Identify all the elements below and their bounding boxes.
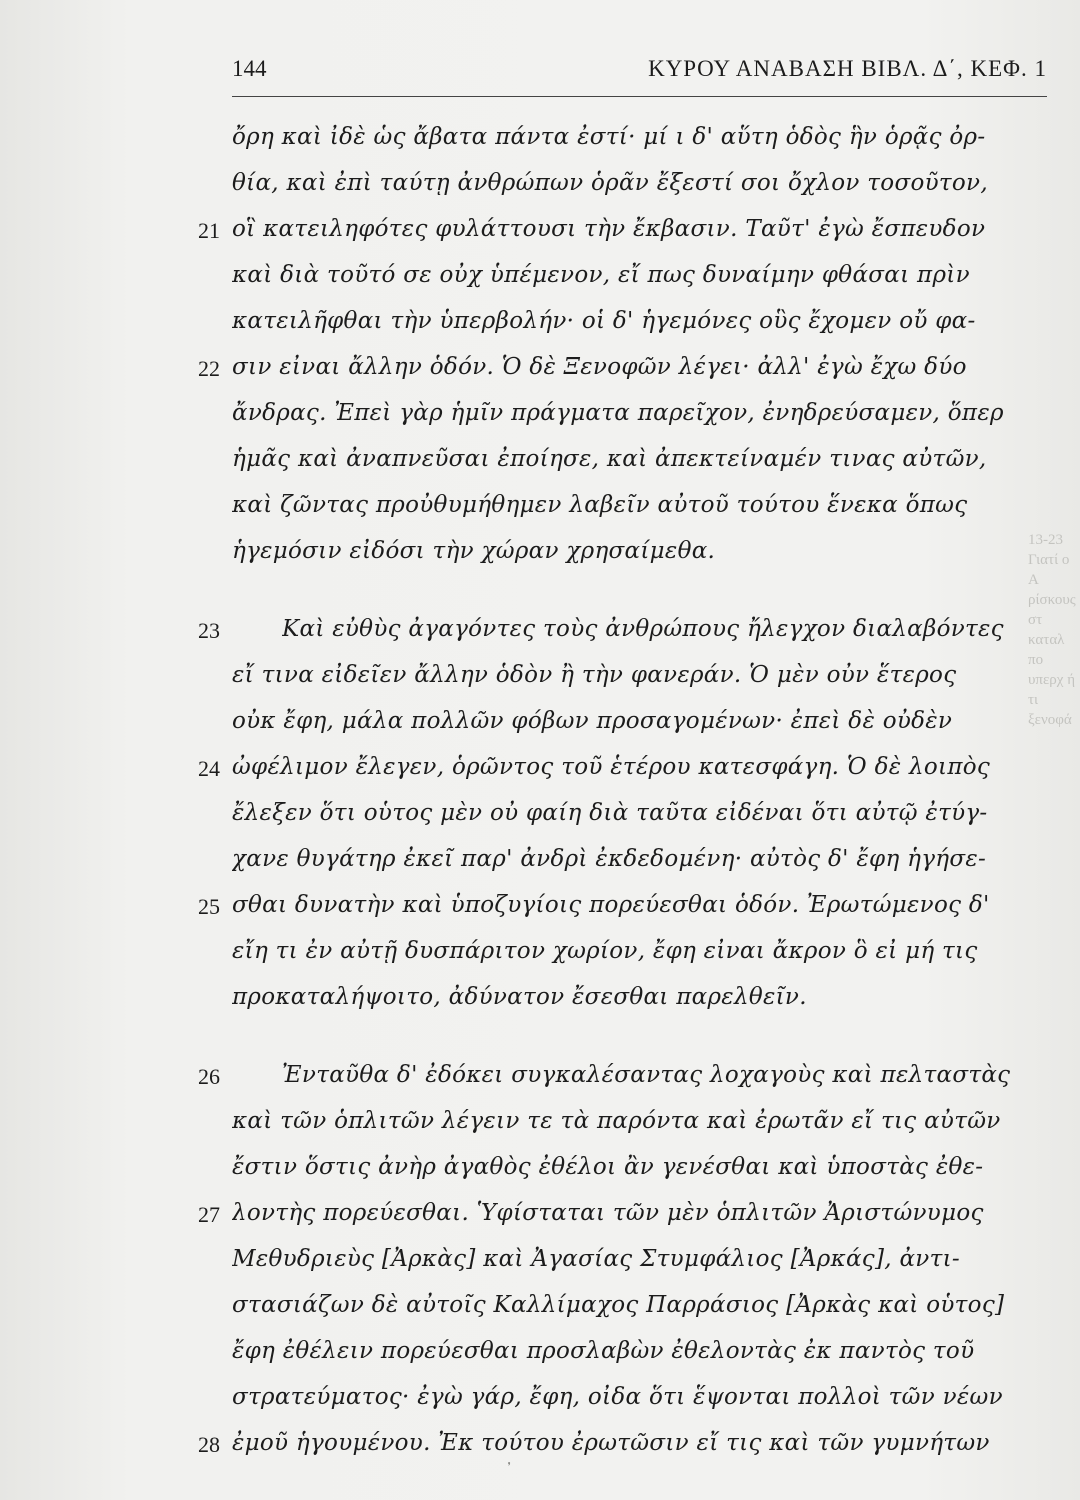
text-line: ὠφέλιμον ἔλεγεν, ὁρῶντος τοῦ ἑτέρου κατεσφάγη. Ὁ δὲ λοιπὸς — [232, 754, 991, 780]
section-number: 25 — [198, 894, 220, 919]
bleed-through-note — [1028, 530, 1080, 730]
text-line: στασιάζων δὲ αὐτοῖς Καλλίμαχος Παρράσιος [Ἀρκὰς καὶ οὗτος] — [232, 1292, 1005, 1318]
text-line: σιν εἶναι ἄλλην ὁδόν. Ὁ δὲ Ξενοφῶν λέγει· ἀλλ' ἐγὼ ἔχω δύο — [232, 354, 967, 380]
text-line: οὐκ ἔφη, μάλα πολλῶν φόβων προσαγομένων· ἐπεὶ δὲ οὐδὲν — [232, 708, 953, 734]
page-header — [232, 52, 1047, 92]
text-line: ὄρη καὶ ἰδὲ ὡς ἄβατα πάντα ἐστί· μί ι δ' αὕτη ὁδὸς ἣν ὁρᾷς ὀρ- — [232, 124, 986, 150]
running-head: ΚΥΡΟΥ ΑΝΑΒΑΣΗ ΒΙΒΛ. Δ΄, ΚΕΦ. 1 — [648, 56, 1047, 81]
text-line: ἔστιν ὅστις ἀνὴρ ἀγαθὸς ἐθέλοι ἂν γενέσθαι καὶ ὑποστὰς ἐθε- — [232, 1154, 984, 1180]
section-number: 22 — [198, 356, 220, 381]
section-number: 23 — [198, 618, 220, 643]
bleed-through-line: ξενοφά — [1028, 712, 1072, 728]
text-line: λοντὴς πορεύεσθαι. Ὑφίσταται τῶν μὲν ὁπλιτῶν Ἀριστώνυμος — [232, 1200, 984, 1226]
text-line: στρατεύματος· ἐγὼ γάρ, ἔφη, οἶδα ὅτι ἕψονται πολλοὶ τῶν νέων — [232, 1384, 1003, 1410]
text-line: σθαι δυνατὴν καὶ ὑποζυγίοις πορεύεσθαι ὁδόν. Ἐρωτώμενος δ' — [232, 892, 990, 918]
bleed-through-line: 13-23 — [1028, 532, 1063, 548]
text-line: προκαταλήψοιτο, ἀδύνατον ἔσεσθαι παρελθεῖν. — [232, 984, 807, 1010]
bleed-through-line: υπερχ ή τι — [1028, 672, 1076, 708]
text-line: καὶ ζῶντας προὐθυμήθημεν λαβεῖν αὐτοῦ τούτου ἕνεκα ὅπως — [232, 492, 968, 518]
text-line: ἡμᾶς καὶ ἀναπνεῦσαι ἐποίησε, καὶ ἀπεκτείναμέν τινας αὐτῶν, — [232, 446, 987, 472]
text-line: Ἐνταῦθα δ' ἐδόκει συγκαλέσαντας λοχαγοὺς καὶ πελταστὰς — [282, 1062, 1011, 1088]
text-line: Καὶ εὐθὺς ἀγαγόντες τοὺς ἀνθρώπους ἤλεγχον διαλαβόντες — [282, 616, 1004, 642]
text-line: καὶ τῶν ὁπλιτῶν λέγειν τε τὰ παρόντα καὶ ἐρωτᾶν εἴ τις αὐτῶν — [232, 1108, 1001, 1134]
text-line: καὶ διὰ τοῦτό σε οὐχ ὑπέμενον, εἴ πως δυναίμην φθάσαι πρὶν — [232, 262, 970, 288]
text-line: ἐμοῦ ἡγουμένου. Ἐκ τούτου ἐρωτῶσιν εἴ τις καὶ τῶν γυμνήτων — [232, 1430, 990, 1456]
text-line: θία, καὶ ἐπὶ ταύτῃ ἀνθρώπων ὁρᾶν ἔξεστί σοι ὄχλον τοσοῦτον, — [232, 170, 988, 196]
text-line: εἴ τινα εἰδεῖεν ἄλλην ὁδὸν ἢ τὴν φανεράν. Ὁ μὲν οὖν ἕτερος — [232, 662, 957, 688]
text-line: ἔφη ἐθέλειν πορεύεσθαι προσλαβὼν ἐθελοντὰς ἐκ παντὸς τοῦ — [232, 1338, 975, 1364]
text-line: ἔλεξεν ὅτι οὗτος μὲν οὐ φαίη διὰ ταῦτα εἰδέναι ὅτι αὐτῷ ἐτύγ- — [232, 800, 988, 826]
page-number: 144 — [232, 56, 267, 81]
section-number: 24 — [198, 756, 220, 781]
section-number: 27 — [198, 1202, 220, 1227]
text-line: ἄνδρας. Ἐπεὶ γὰρ ἡμῖν πράγματα παρεῖχον, ἐνηδρεύσαμεν, ὅπερ — [232, 400, 1004, 426]
bleed-through-line: Γιατί ο Α — [1028, 552, 1070, 588]
text-line: Μεθυδριεὺς [Ἀρκὰς] καὶ Ἀγασίας Στυμφάλιος [Ἀρκάς], ἀντι- — [232, 1246, 960, 1272]
bleed-through-line: καταλ πο — [1028, 632, 1065, 668]
text-line: ἡγεμόσιν εἰδόσι τὴν χώραν χρησαίμεθα. — [232, 538, 716, 564]
text-line: κατειλῆφθαι τὴν ὑπερβολήν· οἱ δ' ἡγεμόνες οὓς ἔχομεν οὔ φα- — [232, 308, 976, 334]
section-number: 28 — [198, 1432, 220, 1457]
bleed-through-line: ρίσκους στ — [1028, 592, 1076, 628]
section-number: 26 — [198, 1064, 220, 1089]
header-rule — [232, 96, 1047, 97]
text-line: εἴη τι ἐν αὐτῇ δυσπάριτον χωρίον, ἔφη εἶναι ἄκρον ὃ εἰ μή τις — [232, 938, 978, 964]
text-line: οἳ κατειληφότες φυλάττουσι τὴν ἔκβασιν. Ταῦτ' ἐγὼ ἔσπευδον — [232, 216, 986, 242]
section-number: 21 — [198, 218, 220, 243]
ink-smudge-icon: ᾿ — [505, 1460, 513, 1479]
text-line: χανε θυγάτηρ ἐκεῖ παρ' ἀνδρὶ ἐκδεδομένη· αὐτὸς δ' ἔφη ἡγήσε- — [232, 846, 987, 872]
